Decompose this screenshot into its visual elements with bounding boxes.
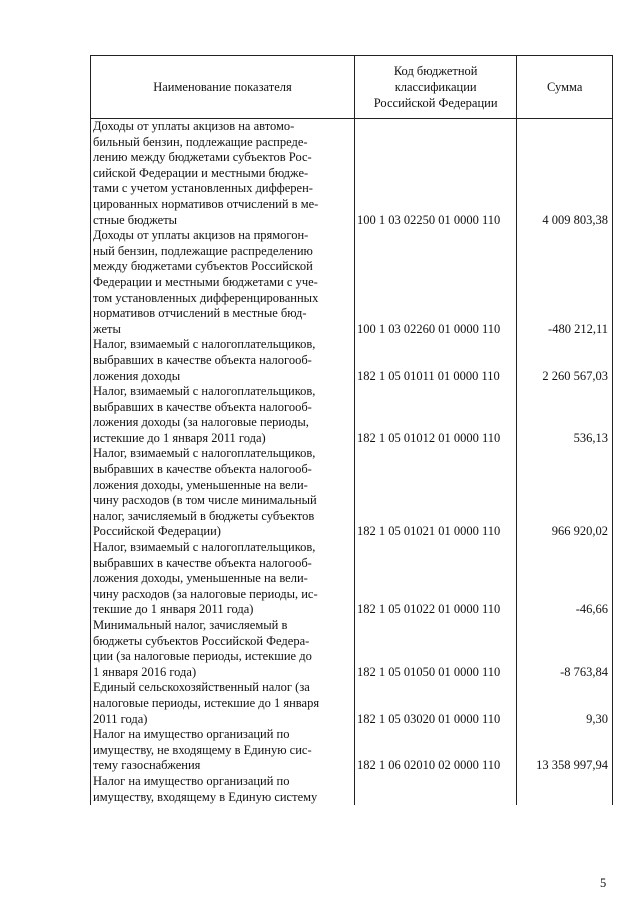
row-sum: -480 212,11	[548, 321, 608, 336]
row-sum: 2 260 567,03	[542, 368, 608, 383]
row-name: Налог на имущество организаций по имуществу, входящему в Единую систему	[91, 774, 355, 805]
table-row	[90, 618, 613, 680]
table-row	[90, 119, 613, 228]
row-sum: -46,66	[575, 602, 608, 617]
header-code: Код бюджетной классификации Российской Федерации	[355, 56, 517, 118]
row-code: 100 1 03 02260 01 0000 110	[355, 228, 517, 337]
header-name: Наименование показателя	[91, 56, 355, 118]
budget-income-table	[90, 55, 613, 805]
row-name: Налог, взимаемый с налогоплательщиков, выбравших в качестве объекта налогооб- ложения доходы	[91, 337, 355, 384]
table-header	[90, 55, 613, 119]
row-sum: 966 920,02	[551, 524, 608, 539]
table-row	[90, 337, 613, 384]
row-name: Налог, взимаемый с налогоплательщиков, выбравших в качестве объекта налогооб- ложения доходы, уменьшенные на вели- чину расходов (в том числе минимальный налог, зачисляемый в бюджеты субъектов Российской Федерации)	[91, 446, 355, 540]
row-name: Минимальный налог, зачисляемый в бюджеты субъектов Российской Федера- ции (за налоговые периоды, истекшие до 1 января 2016 года)	[91, 618, 355, 680]
row-name: Налог, взимаемый с налогоплательщиков, выбравших в качестве объекта налогооб- ложения доходы, уменьшенные на вели- чину расходов (за налоговые периоды, ис- текшие до 1 января 2011 года)	[91, 540, 355, 618]
table-row	[90, 540, 613, 618]
row-code: 182 1 05 01011 01 0000 110	[355, 337, 517, 384]
page-number: 5	[600, 876, 607, 890]
row-name: Доходы от уплаты акцизов на автомо- бильный бензин, подлежащие распреде- лению между бюджетами субъектов Рос- сийской Федерации и местными бюдже- тами с учетом установленных дифферен- цированных нормативов отчислений в ме- стные бюджеты	[91, 119, 355, 228]
table-row	[90, 446, 613, 540]
row-code: 182 1 05 01050 01 0000 110	[355, 618, 517, 680]
table-row	[90, 680, 613, 727]
row-name: Налог на имущество организаций по имуществу, не входящему в Единую сис- тему газоснабжения	[91, 727, 355, 774]
row-name: Доходы от уплаты акцизов на прямогон- ный бензин, подлежащие распределению между бюджетами субъектов Российской Федерации и местными бюджетами с уче- том установленных дифференцированных нормативов отчислений в местные бюд- жеты	[91, 228, 355, 337]
row-sum: 536,13	[573, 430, 608, 445]
table-body	[90, 119, 613, 805]
header-sum: Сумма	[546, 80, 583, 94]
table-row	[90, 228, 613, 337]
row-sum	[517, 774, 612, 805]
row-sum: 4 009 803,38	[542, 212, 608, 227]
row-code: 182 1 05 03020 01 0000 110	[355, 680, 517, 727]
row-code: 182 1 05 01012 01 0000 110	[355, 384, 517, 446]
row-sum: 13 358 997,94	[536, 758, 608, 773]
row-code: 182 1 05 01021 01 0000 110	[355, 446, 517, 540]
row-code: 100 1 03 02250 01 0000 110	[355, 119, 517, 228]
row-name: Налог, взимаемый с налогоплательщиков, выбравших в качестве объекта налогооб- ложения доходы (за налоговые периоды, истекшие до 1 января 2011 года)	[91, 384, 355, 446]
table-row	[90, 384, 613, 446]
row-sum: -8 763,84	[560, 664, 608, 679]
row-code	[355, 774, 517, 805]
row-code: 182 1 05 01022 01 0000 110	[355, 540, 517, 618]
row-name: Единый сельскохозяйственный налог (за налоговые периоды, истекшие до 1 января 2011 года)	[91, 680, 355, 727]
table-row	[90, 727, 613, 774]
table-row	[90, 774, 613, 805]
row-code: 182 1 06 02010 02 0000 110	[355, 727, 517, 774]
row-sum: 9,30	[586, 711, 608, 726]
